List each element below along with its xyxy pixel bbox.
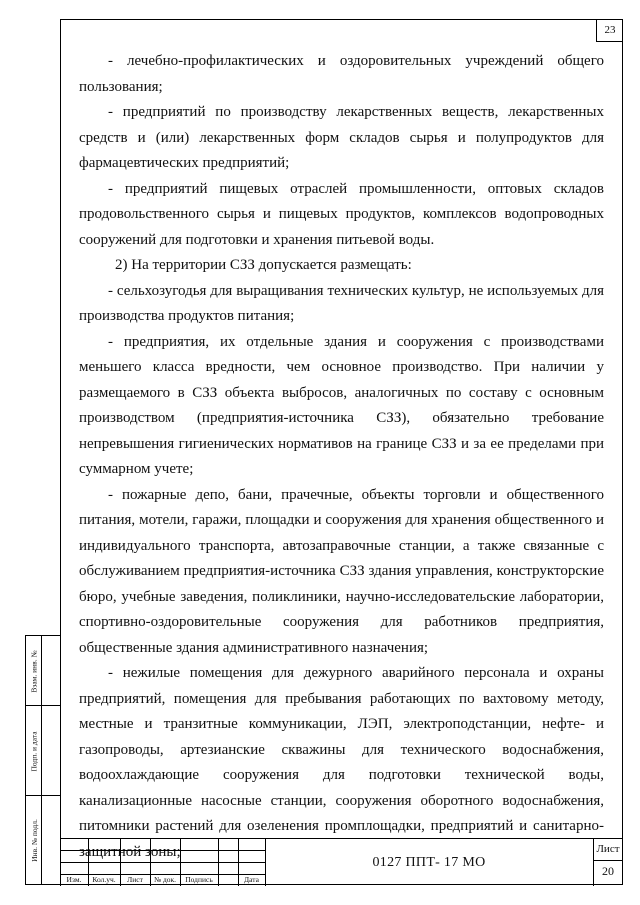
left-margin-strip: [25, 635, 60, 885]
sheet-label: Лист: [596, 843, 620, 855]
stamp-col-data: Дата: [244, 875, 259, 884]
podp-cell: [26, 706, 60, 796]
stamp-col-podpis: Подпись: [185, 875, 213, 884]
inv-label: Инв. № подл.: [29, 818, 39, 862]
paragraph: - предприятий пищевых отраслей промышленности, оптовых складов продовольственного сырья и пищевых продуктов, комплексов водопроводных сооружений для подготовки и хранения питьевой воды.: [79, 180, 604, 248]
vzam-label: Взам. инв. №: [29, 649, 39, 693]
paragraph: - пожарные депо, бани, прачечные, объекты торговли и общественного питания, мотели, гаражи, площадки и сооружения для хранения общественного и индивидуального транспорта, автозаправочные станции, а также связанные с обслуживанием предприятия-источника СЗЗ здания управления, конструкторские бюро, учебные заведения, поликлиники, научно-исследовательские лаборатории, спортивно-оздоровительные сооружения для работников предприятия, общественные здания административного назначения;: [79, 486, 604, 656]
paragraph: - нежилые помещения для дежурного аварийного персонала и охраны предприятий, помещения для пребывания работающих по вахтовому методу, местные и транзитные коммуникации, ЛЭП, электроподстанции, нефте- и газопроводы, артезианские скважины для технического водоснабжения, водоохлаждающие сооружения для подготовки технической воды, канализационные насосные станции, сооружения оборотного водоснабжения, питомники растений для озеленения промплощадки, предприятий и санитарно-защитной зоны;: [79, 665, 604, 860]
document-code: 0127 ППТ- 17 МО: [372, 854, 486, 870]
stamp-col-kolvo: Кол.уч.: [92, 875, 116, 884]
paragraph: - предприятия, их отдельные здания и сооружения с производствами меньшего класса вредности, чем основное производство. При наличии у размещаемого в СЗЗ объекта выбросов, аналогичных по составу с основным производством (предприятия-источника СЗЗ), обязательно требование непревышения гигиенических нормативов на границе СЗЗ и за ее пределами при суммарном учете;: [79, 333, 604, 477]
top-page-number: 23: [596, 19, 623, 42]
paragraph: - предприятий по производству лекарственных веществ, лекарственных средств и (или) лекарственных форм складов сырья и полупродуктов для фармацевтических предприятий;: [79, 104, 604, 171]
podp-label: Подп. и дата: [29, 730, 39, 772]
stamp-col-list: Лист: [127, 875, 143, 884]
title-block: [60, 838, 623, 885]
inv-cell: [26, 796, 60, 884]
stamp-col-ndok: № док.: [153, 875, 177, 884]
paragraph: 2) На территории СЗЗ допускается размещать:: [115, 257, 412, 273]
paragraph: - сельхозугодья для выращивания технических культур, не используемых для производства продуктов питания;: [79, 282, 604, 324]
stamp-col-izm: Изм.: [66, 875, 82, 884]
paragraph: - лечебно-профилактических и оздоровительных учреждений общего пользования;: [79, 53, 604, 95]
document-body: [79, 49, 604, 865]
vzam-cell: [26, 636, 60, 706]
sheet-number: 20: [602, 864, 614, 878]
